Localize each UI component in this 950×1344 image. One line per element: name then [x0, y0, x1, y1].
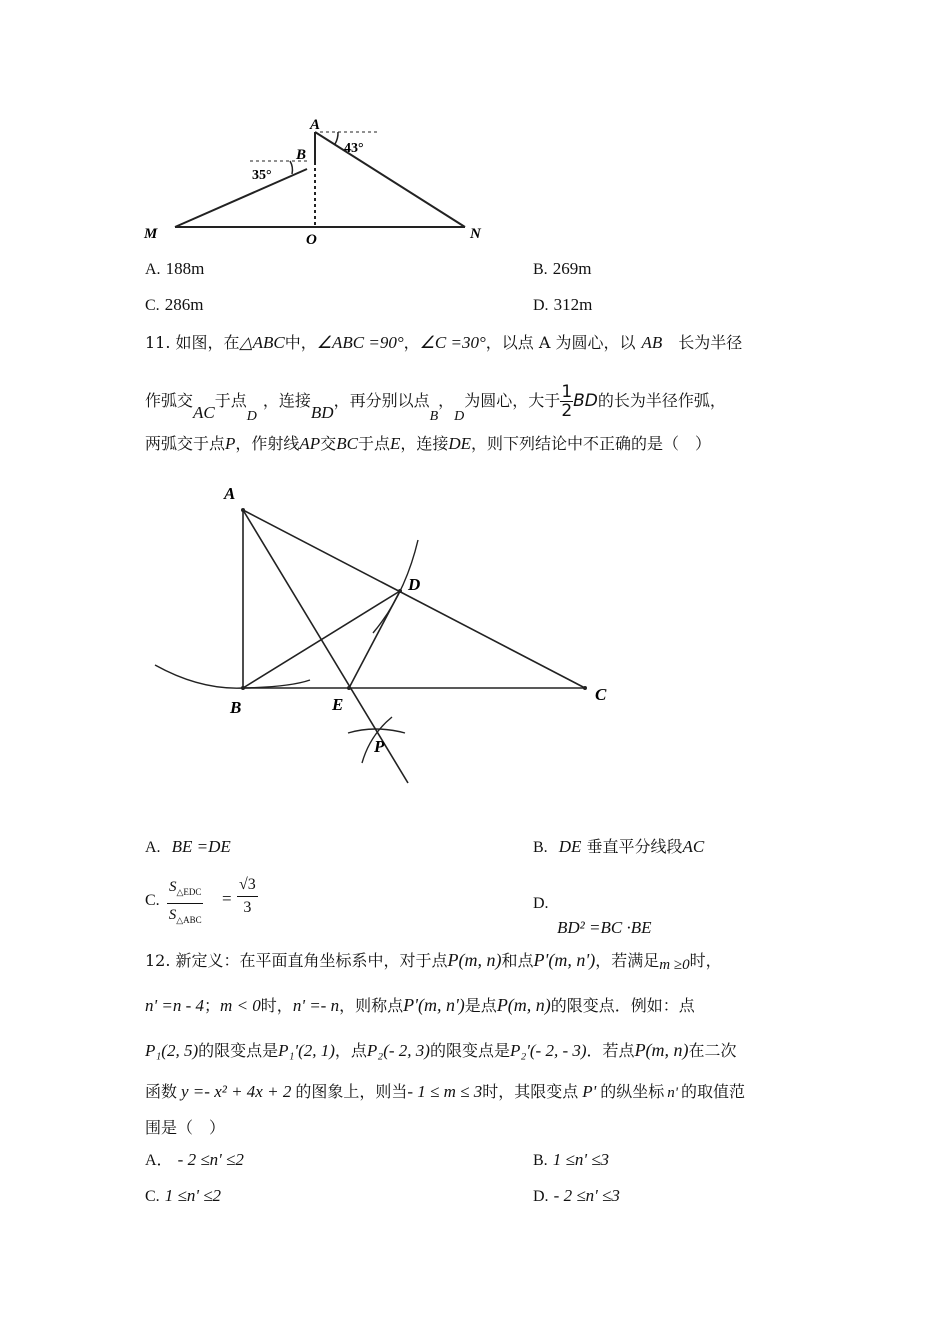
fraction-num: √3 [237, 874, 258, 897]
option-text: 269m [552, 259, 592, 278]
fraction-num [167, 876, 203, 904]
text: ， [438, 391, 455, 410]
segment-de: DE [448, 434, 472, 453]
angle-abc: ∠ABC =90° [316, 333, 404, 352]
point-b: B [429, 409, 439, 424]
text: ，再分别以点 [333, 391, 430, 410]
point-E-dot [347, 686, 351, 690]
q10-option-a[interactable] [145, 259, 204, 280]
s-symbol: S [169, 879, 177, 895]
text: ，则称点 [339, 996, 404, 1015]
triangle-abc: △ABC [239, 333, 285, 352]
option-text: - 2 ≤n' ≤2 [177, 1150, 244, 1169]
q12-option-b[interactable] [533, 1150, 609, 1171]
text: 两弧交于点 [145, 434, 226, 453]
text: 于点 [214, 391, 247, 410]
text: ，点 [334, 1041, 367, 1060]
q10-option-d[interactable] [533, 295, 592, 316]
angle-arc-A [335, 132, 338, 144]
label-O: O [306, 232, 317, 248]
text: ．若点 [586, 1041, 635, 1060]
label-A: A [224, 484, 236, 503]
label-A: A [310, 117, 321, 133]
text: 时，其限变点 [482, 1082, 579, 1101]
text: ，连接 [262, 391, 311, 410]
text: ，则下列结论中不正确的是（ ） [471, 434, 712, 453]
text: 的纵坐标 [600, 1082, 665, 1101]
option-letter: A． [145, 1152, 173, 1169]
text: ，作射线 [235, 434, 300, 453]
option-letter: D. [533, 1188, 549, 1205]
fraction-den: 2 [561, 401, 573, 421]
text: ， [403, 333, 420, 352]
option-letter: C. [145, 1188, 160, 1205]
q10-option-b[interactable] [533, 259, 592, 280]
n-prime: n' [667, 1085, 678, 1101]
figure-q11 [140, 475, 640, 810]
m-range: - 1 ≤ m ≤ 3 [407, 1082, 483, 1101]
example-p1: P₁(2, 5) [145, 1041, 199, 1060]
fraction-den [167, 904, 203, 931]
point-p-prime: P'(m, n') [403, 995, 465, 1015]
text: 时， [260, 996, 293, 1015]
option-letter: C. [145, 892, 160, 909]
fraction-num: 1 [561, 382, 573, 402]
option-text: 1 ≤n' ≤2 [164, 1186, 222, 1205]
example-p1-prime: P₁'(2, 1) [278, 1041, 335, 1060]
point-e: E [389, 434, 401, 453]
text: 和点 [501, 951, 534, 970]
text: 在二次 [688, 1041, 737, 1060]
q10-option-c[interactable] [145, 295, 204, 316]
label-angle-35: 35° [252, 168, 272, 183]
option-text: 188m [165, 259, 205, 278]
fraction-root3-over-3 [237, 874, 258, 919]
ray-ap: AP [299, 434, 321, 453]
option-letter: A. [145, 261, 161, 278]
label-E: E [332, 695, 344, 714]
option-letter: C. [145, 297, 160, 314]
option-text: 1 ≤n' ≤3 [552, 1150, 610, 1169]
point-C-dot [583, 686, 587, 690]
subscript: △ABC [176, 915, 202, 925]
text: ，连接 [400, 434, 449, 453]
rule-2: n' =- n [292, 996, 340, 1015]
example-p2: P₂(- 2, 3) [366, 1041, 430, 1060]
q12-line-1 [145, 950, 722, 972]
example-p2-prime: P₂'(- 2, - 3) [509, 1041, 587, 1060]
text: 的长为半径作弧， [597, 391, 726, 410]
label-N: N [470, 226, 481, 242]
text: ，以点 A 为圆心，以 [485, 333, 636, 352]
option-letter: A. [145, 839, 161, 856]
text: 函数 [145, 1082, 178, 1101]
segment-AC [243, 510, 585, 688]
segment-bd-2: BD [573, 391, 598, 411]
point-p-prime-short: P' [582, 1082, 597, 1101]
label-B: B [230, 698, 242, 717]
text: 的限变点．例如：点 [550, 996, 695, 1015]
q11-line-3 [145, 434, 711, 454]
angle-c: ∠C =30° [419, 333, 486, 352]
option-letter: B. [533, 1152, 548, 1169]
text: 12. 新定义：在平面直角坐标系中，对于点 [145, 951, 448, 970]
text: 时， [689, 951, 722, 970]
subscript: △EDC [176, 887, 202, 897]
point-p: P [225, 434, 236, 453]
q11-option-d[interactable] [533, 893, 651, 938]
fraction-half [560, 383, 573, 420]
point-p-mn: P(m, n) [447, 950, 502, 970]
text: 是点 [464, 996, 497, 1015]
text: 的限变点是 [198, 1041, 279, 1060]
text: 交 [320, 434, 337, 453]
point-A-dot [241, 508, 245, 512]
arc-from-A [155, 665, 310, 688]
label-angle-43: 43° [344, 141, 364, 156]
text: 的图象上，则当 [295, 1082, 408, 1101]
option-text: 286m [164, 295, 204, 314]
rule-1: n' =n - 4 [145, 996, 205, 1015]
text: 中， [284, 333, 317, 352]
label-C: C [595, 685, 607, 704]
option-text: BE =DE [171, 837, 231, 856]
option-text: 312m [553, 295, 593, 314]
text: ； [204, 996, 221, 1015]
rule-2-cond: m < 0 [220, 996, 261, 1015]
option-text: - 2 ≤n' ≤3 [553, 1186, 620, 1205]
segment-AN [315, 132, 465, 227]
q11-option-a[interactable] [145, 837, 231, 858]
q12-line-2 [145, 995, 695, 1016]
option-letter: D. [533, 297, 549, 314]
point-D-dot [398, 589, 402, 593]
label-D: D [408, 575, 421, 594]
point-p-mn: P(m, n) [496, 995, 551, 1015]
option-text: 垂直平分线段 [586, 837, 683, 856]
label-B: B [296, 147, 307, 163]
segment-MB [175, 169, 307, 227]
text: 为圆心，大于 [464, 391, 561, 410]
s-symbol: S [168, 907, 177, 923]
segment-ac: AC [193, 403, 215, 422]
text: ，若满足 [595, 951, 660, 970]
segment-bc: BC [336, 434, 358, 453]
q11-option-b[interactable] [533, 837, 704, 858]
option-letter: B. [533, 839, 548, 856]
point-p-prime: P'(m, n') [533, 950, 596, 970]
quadratic-function: y =- x² + 4x + 2 [181, 1082, 292, 1101]
option-math-2: AC [682, 837, 705, 856]
fraction-area-ratio [167, 876, 203, 931]
equals-sign: = [222, 889, 232, 908]
option-letter: B. [533, 261, 548, 278]
q12-option-d[interactable] [533, 1186, 620, 1207]
point-p-mn: P(m, n) [634, 1040, 689, 1060]
option-math: DE [558, 837, 582, 856]
condition-m-nonneg: m ≥0 [659, 957, 690, 973]
q12-line-5 [145, 1118, 225, 1138]
text: 于点 [357, 434, 390, 453]
q12-option-a[interactable] [145, 1150, 244, 1171]
q11-line-1 [145, 333, 742, 353]
point-d: D [246, 409, 257, 424]
point-d-2: D [454, 409, 465, 424]
q11-line-2 [145, 382, 726, 424]
fraction-den: 3 [243, 899, 252, 916]
segment-ab: AB [641, 333, 663, 352]
text: 作弧交 [145, 391, 194, 410]
text: 围是（ ） [145, 1118, 226, 1137]
angle-arc-B [290, 161, 292, 174]
q12-line-4 [145, 1082, 745, 1103]
point-B-dot [241, 686, 245, 690]
option-letter: D. [533, 895, 549, 912]
q11-number: 11. 如图，在 [145, 333, 240, 352]
text: 的限变点是 [429, 1041, 510, 1060]
q12-option-c[interactable] [145, 1186, 221, 1207]
option-text: BD² =BC ·BE [557, 918, 652, 937]
label-P: P [374, 737, 385, 756]
figure-q10 [140, 110, 510, 250]
text: 长为半径 [678, 333, 743, 352]
label-M: M [144, 226, 158, 242]
q12-line-3 [145, 1040, 737, 1061]
text: 的取值范 [680, 1082, 745, 1101]
segment-bd: BD [310, 403, 334, 422]
